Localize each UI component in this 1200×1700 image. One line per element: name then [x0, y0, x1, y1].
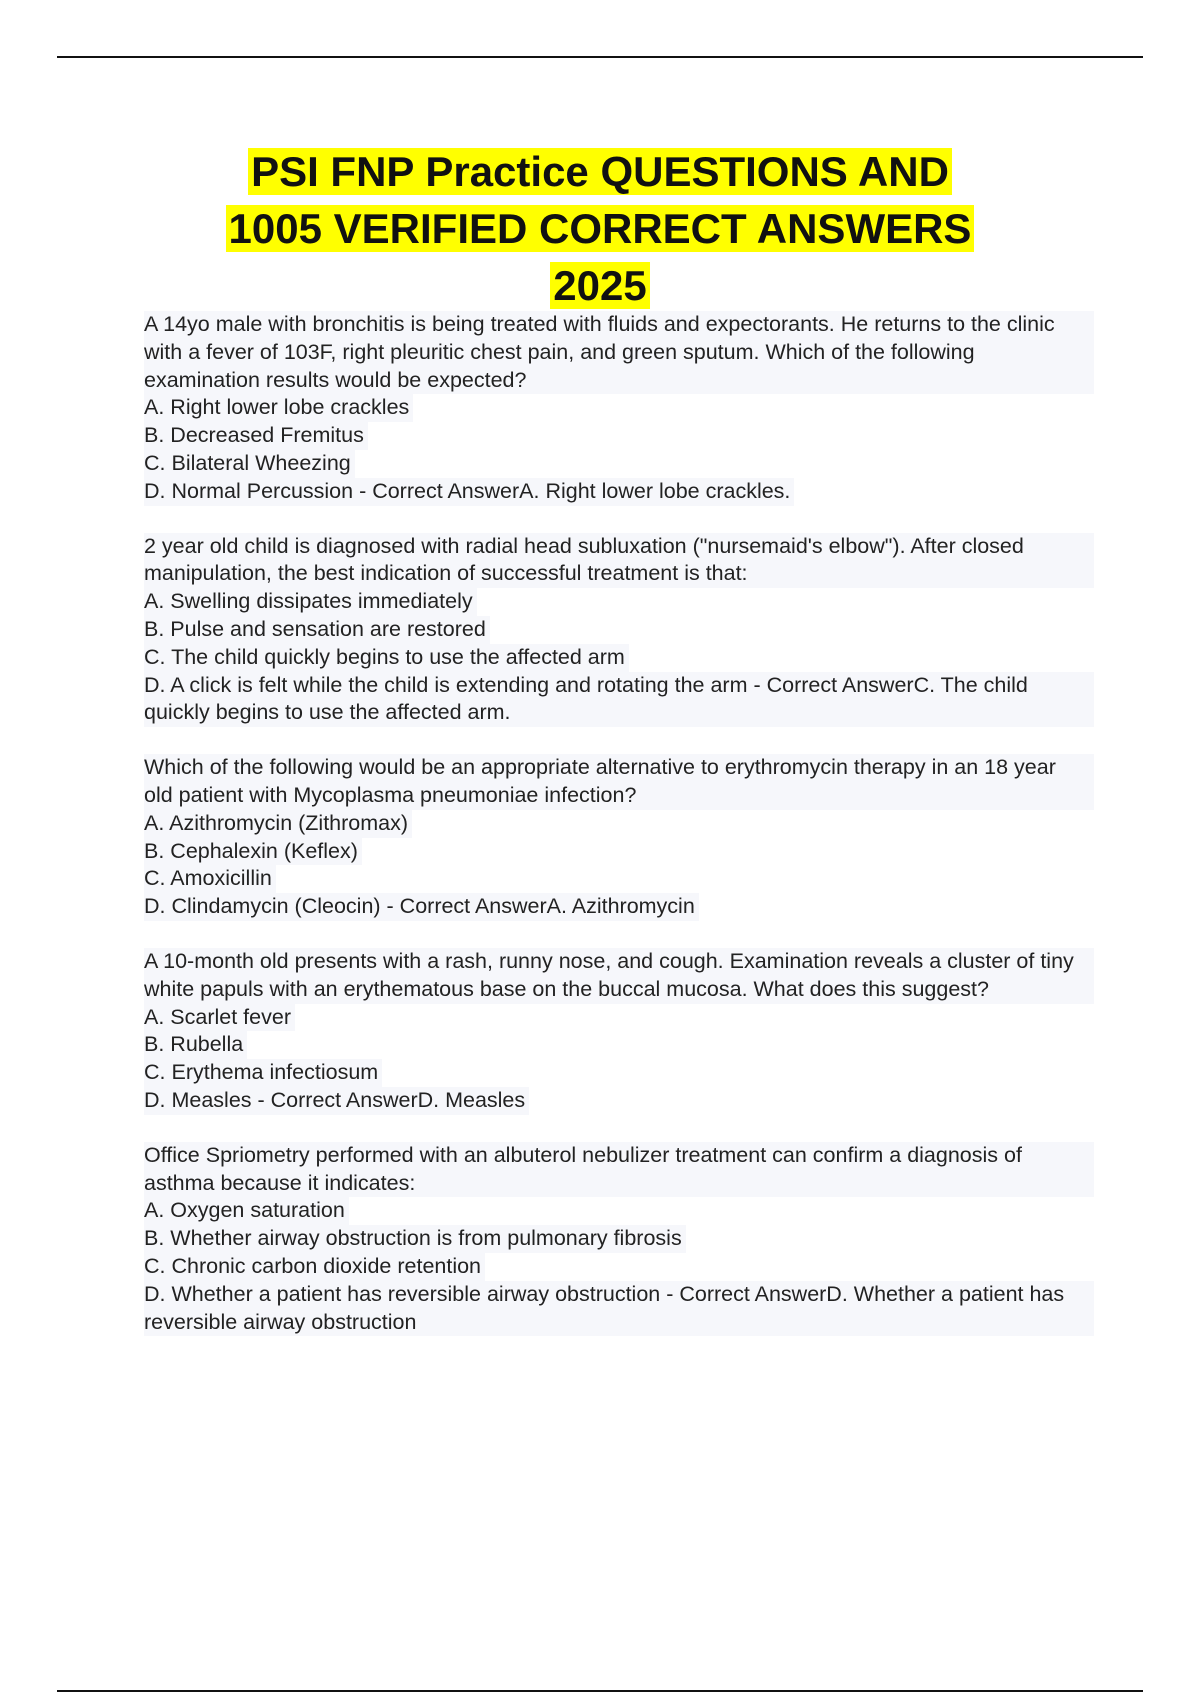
answer-option-b: B. Whether airway obstruction is from pulmonary fibrosis [144, 1225, 686, 1253]
question-stem: 2 year old child is diagnosed with radial head subluxation ("nursemaid's elbow"). After closed manipulation, the best indication of successful treatment is that: [144, 533, 1094, 589]
answer-option-c: C. The child quickly begins to use the affected arm [144, 644, 629, 672]
answer-option-c: C. Chronic carbon dioxide retention [144, 1253, 485, 1281]
question-stem: Office Spriometry performed with an albuterol nebulizer treatment can confirm a diagnosis of asthma because it indicates: [144, 1142, 1094, 1198]
answer-option-b: B. Rubella [144, 1031, 247, 1059]
title-line-3: 2025 [550, 262, 649, 309]
answer-option-c: C. Erythema infectiosum [144, 1059, 382, 1087]
title-line-2: 1005 VERIFIED CORRECT ANSWERS [226, 205, 975, 252]
question-stem: Which of the following would be an appropriate alternative to erythromycin therapy in an 18 year old patient with Mycoplasma pneumoniae infection? [144, 754, 1094, 810]
answer-option-d-with-correct-answer: D. A click is felt while the child is extending and rotating the arm - Correct AnswerC. The child quickly begins to use the affected arm. [144, 672, 1094, 728]
answer-option-b: B. Pulse and sensation are restored [144, 616, 490, 644]
answer-option-b: B. Decreased Fremitus [144, 422, 368, 450]
answer-option-a: A. Scarlet fever [144, 1004, 295, 1032]
answer-option-a: A. Oxygen saturation [144, 1197, 349, 1225]
question-list [144, 311, 1094, 1363]
answer-option-d-with-correct-answer: D. Normal Percussion - Correct AnswerA. Right lower lobe crackles. [144, 478, 794, 506]
answer-option-a: A. Swelling dissipates immediately [144, 588, 477, 616]
top-rule [57, 56, 1143, 58]
bottom-rule [57, 1690, 1143, 1692]
answer-option-d-with-correct-answer: D. Measles - Correct AnswerD. Measles [144, 1087, 529, 1115]
question-2 [144, 533, 1094, 728]
answer-option-b: B. Cephalexin (Keflex) [144, 838, 362, 866]
answer-option-a: A. Right lower lobe crackles [144, 394, 413, 422]
answer-option-d-with-correct-answer: D. Clindamycin (Cleocin) - Correct AnswerA. Azithromycin [144, 893, 699, 921]
question-stem: A 10-month old presents with a rash, runny nose, and cough. Examination reveals a cluster of tiny white papuls with an erythematous base on the buccal mucosa. What does this suggest? [144, 948, 1094, 1004]
document-title [100, 143, 1100, 314]
answer-option-c: C. Bilateral Wheezing [144, 450, 355, 478]
title-line-1: PSI FNP Practice QUESTIONS AND [248, 148, 952, 195]
question-4 [144, 948, 1094, 1115]
question-3 [144, 754, 1094, 921]
answer-option-a: A. Azithromycin (Zithromax) [144, 810, 412, 838]
question-1 [144, 311, 1094, 506]
answer-option-c: C. Amoxicillin [144, 865, 276, 893]
question-5 [144, 1142, 1094, 1337]
question-stem: A 14yo male with bronchitis is being treated with fluids and expectorants. He returns to the clinic with a fever of 103F, right pleuritic chest pain, and green sputum. Which of the following examination results would be expected? [144, 311, 1094, 394]
answer-option-d-with-correct-answer: D. Whether a patient has reversible airway obstruction - Correct AnswerD. Whether a patient has reversible airway obstruction [144, 1281, 1094, 1337]
